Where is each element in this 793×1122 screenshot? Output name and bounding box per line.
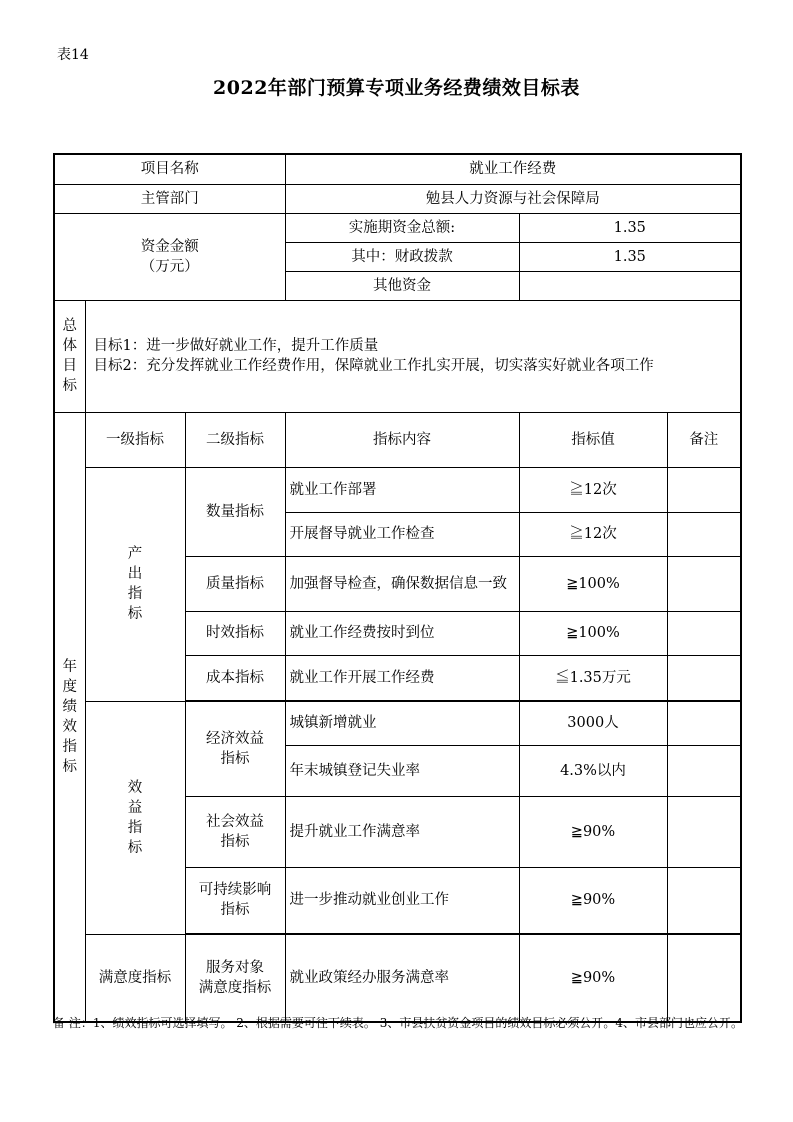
project-name-label: 项目名称 (54, 154, 285, 184)
page-title: 2022年部门预算专项业务经费绩效目标表 (213, 77, 580, 99)
department-label: 主管部门 (54, 184, 285, 213)
indicator-remark (667, 701, 741, 745)
indicator-remark (667, 934, 741, 1022)
fund-other-label: 其他资金 (285, 271, 519, 300)
fund-label-line2: （万元） (140, 258, 199, 275)
indicator-content: 就业工作经费按时到位 (285, 611, 519, 655)
header-level1: 一级指标 (85, 412, 185, 467)
social-benefit-label: 社会效益 指标 (185, 796, 285, 867)
indicator-remark (667, 867, 741, 933)
fund-label-line1: 资金金额 (140, 238, 199, 255)
indicator-content: 年末城镇登记失业率 (285, 745, 519, 796)
indicator-header-row (54, 412, 741, 467)
indicator-remark (667, 512, 741, 556)
indicator-content: 开展督导就业工作检查 (285, 512, 519, 556)
indicator-value: ≧90% (519, 934, 667, 1022)
fund-fiscal-label: 其中：财政拨款 (285, 242, 519, 271)
header-value: 指标值 (519, 412, 667, 467)
fund-other-value (519, 271, 741, 300)
goal-line-1: 目标1：进一步做好就业工作，提升工作质量 (93, 338, 379, 354)
table-row (54, 701, 741, 745)
table-row (54, 467, 741, 512)
indicator-content: 就业政策经办服务满意率 (285, 934, 519, 1022)
department-row (54, 184, 741, 213)
indicator-remark (667, 611, 741, 655)
indicator-content: 就业工作部署 (285, 467, 519, 512)
indicator-value: ≧100% (519, 611, 667, 655)
indicator-content: 加强督导检查，确保数据信息一致 (285, 556, 519, 611)
overall-goals-row (54, 300, 741, 412)
indicator-value: ≧100% (519, 556, 667, 611)
indicator-value: ≧90% (519, 867, 667, 933)
indicator-value: ≧12次 (519, 512, 667, 556)
annual-indicators-label: 年 度 绩 效 指 标 (54, 412, 85, 1022)
benefit-indicators-label: 效 益 指 标 (85, 701, 185, 934)
quantity-indicator-label: 数量指标 (185, 467, 285, 556)
header-remark: 备注 (667, 412, 741, 467)
indicator-value: ≧12次 (519, 467, 667, 512)
indicator-remark (667, 745, 741, 796)
indicator-content: 就业工作开展工作经费 (285, 655, 519, 700)
fund-total-row (54, 213, 741, 242)
indicator-content: 进一步推动就业创业工作 (285, 867, 519, 933)
table-row (54, 934, 741, 1022)
indicator-content: 提升就业工作满意率 (285, 796, 519, 867)
table-number: 表14 (57, 47, 89, 63)
cost-indicator-label: 成本指标 (185, 655, 285, 700)
overall-goals-label: 总 体 目 标 (54, 300, 85, 412)
overall-goals-content (85, 300, 741, 412)
output-indicators-label: 产 出 指 标 (85, 467, 185, 701)
indicator-remark (667, 556, 741, 611)
indicator-value: 4.3%以内 (519, 745, 667, 796)
fund-total-label: 实施期资金总额: (285, 213, 519, 242)
performance-goal-table (53, 153, 742, 1023)
timeliness-indicator-label: 时效指标 (185, 611, 285, 655)
fund-total-value: 1.35 (519, 213, 741, 242)
quality-indicator-label: 质量指标 (185, 556, 285, 611)
indicator-value: ≧90% (519, 796, 667, 867)
goal-line-2: 目标2：充分发挥就业工作经费作用，保障就业工作扎实开展，切实落实好就业各项工作 (93, 358, 654, 374)
indicator-remark (667, 467, 741, 512)
footnote: 备 注：1、绩效指标可选择填写。 2、根据需要可往下续表。 3、市县扶贫资金项目的绩效目标必须公开。4、市县部门也应公开。 (53, 1016, 743, 1030)
fund-label (54, 213, 285, 300)
economic-benefit-label: 经济效益 指标 (185, 701, 285, 796)
indicator-value: 3000人 (519, 701, 667, 745)
project-name-value: 就业工作经费 (285, 154, 741, 184)
indicator-remark (667, 796, 741, 867)
header-content: 指标内容 (285, 412, 519, 467)
header-level2: 二级指标 (185, 412, 285, 467)
indicator-content: 城镇新增就业 (285, 701, 519, 745)
indicator-remark (667, 655, 741, 700)
fund-fiscal-value: 1.35 (519, 242, 741, 271)
department-value: 勉县人力资源与社会保障局 (285, 184, 741, 213)
project-name-row (54, 154, 741, 184)
sustainable-impact-label: 可持续影响 指标 (185, 867, 285, 933)
satisfaction-indicators-label: 满意度指标 (85, 934, 185, 1022)
indicator-value: ≦1.35万元 (519, 655, 667, 700)
service-satisfaction-label: 服务对象 满意度指标 (185, 934, 285, 1022)
